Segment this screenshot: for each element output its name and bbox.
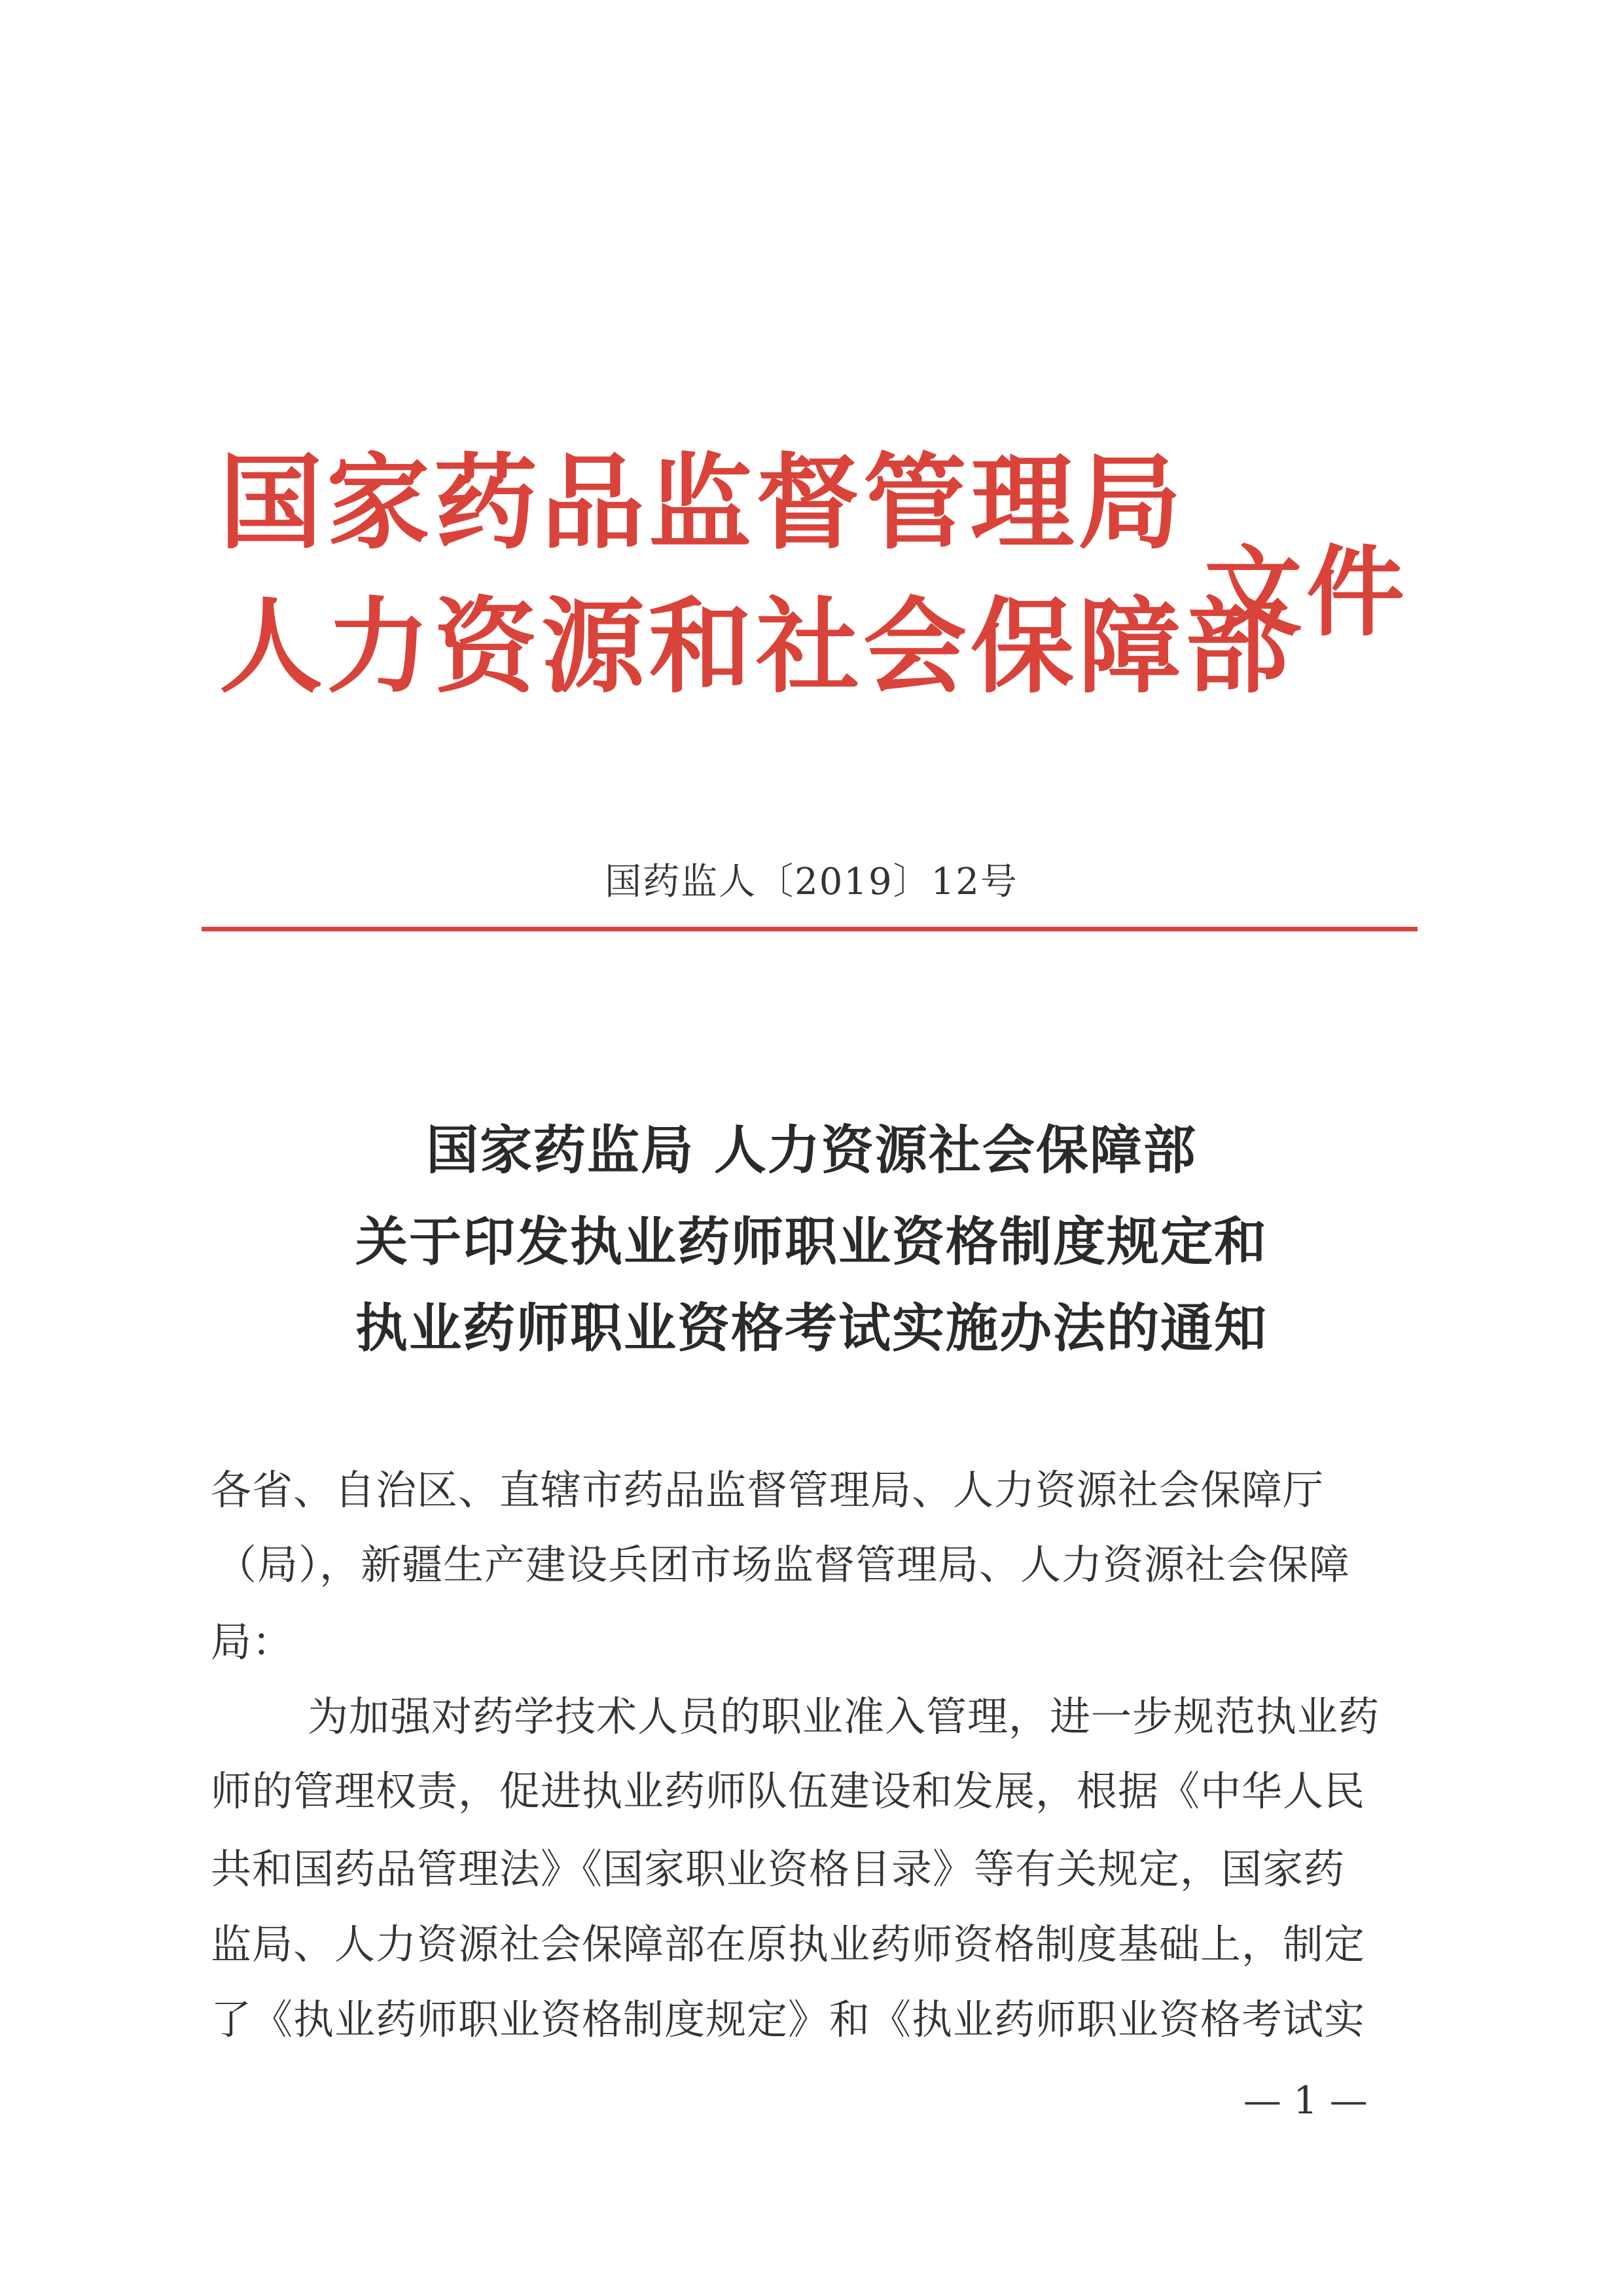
paragraph-line-2: 师的管理权责，促进执业药师队伍建设和发展，根据《中华人民 — [211, 1767, 1366, 1815]
title-line-2: 关于印发执业药师职业资格制度规定和 — [355, 1211, 1268, 1272]
red-separator-line — [202, 927, 1418, 931]
paragraph-line-5: 了《执业药师职业资格制度规定》和《执业药师职业资格考试实 — [211, 1996, 1366, 2043]
document-word: 文件 — [1204, 535, 1409, 650]
addressee-line-1: 各省、自治区、直辖市药品监督管理局、人力资源社会保障厅 — [211, 1466, 1325, 1514]
issuer-line-2: 人力资源和社会保障部 — [219, 586, 1293, 708]
paragraph-line-3: 共和国药品管理法》《国家职业资格目录》等有关规定，国家药 — [211, 1845, 1346, 1893]
page-number: — 1 — — [1243, 2078, 1368, 2123]
title-line-3: 执业药师职业资格考试实施办法的通知 — [355, 1298, 1268, 1359]
paragraph-line-4: 监局、人力资源社会保障部在原执业药师资格制度基础上，制定 — [211, 1920, 1366, 1968]
addressee-line-3: 局： — [211, 1618, 294, 1666]
paragraph-line-1: 为加强对药学技术人员的职业准入管理，进一步规范执业药 — [308, 1693, 1380, 1740]
addressee-line-2: （局），新疆生产建设兵团市场监督管理局、人力资源社会保障 — [216, 1541, 1351, 1588]
title-line-1: 国家药监局 人力资源社会保障部 — [426, 1120, 1197, 1181]
document-number: 国药监人〔2019〕12号 — [605, 861, 1018, 903]
issuer-line-1: 国家药品监督管理局 — [219, 442, 1185, 564]
